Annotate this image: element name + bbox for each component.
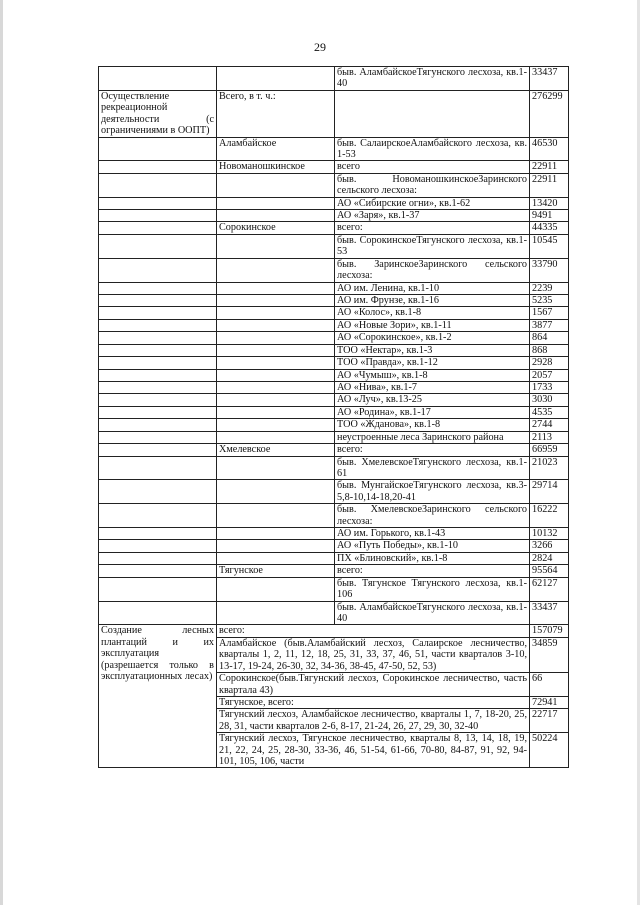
activity-cell <box>99 406 217 418</box>
area-description-cell: всего: <box>335 444 530 456</box>
area-value-cell: 44335 <box>530 222 569 234</box>
forestry-cell <box>217 357 335 369</box>
area-description-cell: быв. АламбайскоеТягунского лесхоза, кв.1-40 <box>335 67 530 91</box>
area-description-cell: АО «Нива», кв.1-7 <box>335 381 530 393</box>
activity-cell <box>99 222 217 234</box>
activity-cell <box>99 332 217 344</box>
activity-cell <box>99 565 217 577</box>
table-row <box>99 394 569 406</box>
area-description-cell: АО им. Горького, кв.1-43 <box>335 528 530 540</box>
forestry-cell: Всего, в т. ч.: <box>217 90 335 137</box>
area-description-cell: АО «Заря», кв.1-37 <box>335 210 530 222</box>
activity-cell <box>99 540 217 552</box>
area-value-cell: 66959 <box>530 444 569 456</box>
area-description-cell: АО «Новые Зори», кв.1-11 <box>335 319 530 331</box>
table-row <box>99 67 569 91</box>
activity-cell <box>99 381 217 393</box>
area-description-cell: всего: <box>217 625 530 637</box>
area-value-cell: 3877 <box>530 319 569 331</box>
area-description-cell: быв. Тягунское Тягунского лесхоза, кв.1-106 <box>335 577 530 601</box>
area-value-cell: 9491 <box>530 210 569 222</box>
activity-cell <box>99 282 217 294</box>
area-value-cell: 62127 <box>530 577 569 601</box>
activity-cell <box>99 137 217 161</box>
activity-cell <box>99 319 217 331</box>
area-description-cell: АО «Сорокинское», кв.1-2 <box>335 332 530 344</box>
forestry-cell <box>217 369 335 381</box>
forestry-cell <box>217 319 335 331</box>
area-value-cell: 1567 <box>530 307 569 319</box>
table-row <box>99 210 569 222</box>
area-value-cell: 10545 <box>530 234 569 258</box>
table-row <box>99 577 569 601</box>
forestry-cell <box>217 67 335 91</box>
area-description-cell: АО «Сибирские огни», кв.1-62 <box>335 197 530 209</box>
area-description-cell: Тягунский лесхоз, Тягунское лесничество, кварталы 8, 13, 14, 18, 19, 21, 22, 24, 25, 28-30, 33-36, 46, 51-54, 61-66, 70-80, 84-87, 91, 92, 94-101, 105, 106, части <box>217 733 530 768</box>
forestry-cell <box>217 456 335 480</box>
area-value-cell: 157079 <box>530 625 569 637</box>
area-description-cell: быв. ЗаринскоеЗаринского сельского лесхоза: <box>335 258 530 282</box>
forestry-cell <box>217 431 335 443</box>
area-description-cell: ТОО «Жданова», кв.1-8 <box>335 419 530 431</box>
activity-cell <box>99 210 217 222</box>
area-value-cell: 3266 <box>530 540 569 552</box>
table-row <box>99 565 569 577</box>
forestry-cell: Аламбайское <box>217 137 335 161</box>
table-row <box>99 601 569 625</box>
page-number: 29 <box>314 40 326 54</box>
area-value-cell: 868 <box>530 344 569 356</box>
forestry-cell <box>217 307 335 319</box>
table-row <box>99 625 569 637</box>
area-value-cell: 4535 <box>530 406 569 418</box>
area-description-cell: АО «Колос», кв.1-8 <box>335 307 530 319</box>
table-row <box>99 137 569 161</box>
area-value-cell: 66 <box>530 673 569 697</box>
area-description-cell: Аламбайское (быв.Аламбайский лесхоз, Салаирское лесничество, кварталы 1, 2, 11, 12, 18, 25, 31, 33, 37, 46, 51, части кварталов 3-10, 13-17, 19-24, 26-30, 32, 34-36, 38-45, 47-50, 52, 53) <box>217 637 530 672</box>
forestry-cell <box>217 394 335 406</box>
recreation-rows <box>99 67 569 625</box>
activity-cell <box>99 528 217 540</box>
area-value-cell: 34859 <box>530 637 569 672</box>
activity-cell <box>99 444 217 456</box>
area-description-cell: АО им. Фрунзе, кв.1-16 <box>335 295 530 307</box>
area-value-cell: 2928 <box>530 357 569 369</box>
area-value-cell: 16222 <box>530 504 569 528</box>
activity-cell <box>99 344 217 356</box>
area-description-cell: быв. МунгайскоеТягунского лесхоза, кв.3-5,8-10,14-18,20-41 <box>335 480 530 504</box>
area-description-cell: быв. СорокинскоеТягунского лесхоза, кв.1-53 <box>335 234 530 258</box>
forestry-cell <box>217 295 335 307</box>
forestry-cell <box>217 480 335 504</box>
area-description-cell: всего: <box>335 565 530 577</box>
table-row <box>99 369 569 381</box>
plantation-rows <box>99 625 569 768</box>
activity-cell <box>99 234 217 258</box>
area-description-cell: быв. ХмелевскоеТягунского лесхоза, кв.1-61 <box>335 456 530 480</box>
activity-cell <box>99 431 217 443</box>
activity-cell <box>99 480 217 504</box>
forestry-cell: Хмелевское <box>217 444 335 456</box>
area-description-cell: Тягунское, всего: <box>217 696 530 708</box>
forestry-cell: Сорокинское <box>217 222 335 234</box>
activity-cell <box>99 552 217 564</box>
area-description-cell: быв. АламбайскоеТягунского лесхоза, кв.1-40 <box>335 601 530 625</box>
activity-cell <box>99 197 217 209</box>
activity-cell <box>99 504 217 528</box>
area-description-cell: ТОО «Правда», кв.1-12 <box>335 357 530 369</box>
forestry-cell <box>217 234 335 258</box>
forestry-cell <box>217 601 335 625</box>
area-value-cell: 21023 <box>530 456 569 480</box>
area-description-cell: АО «Чумыш», кв.1-8 <box>335 369 530 381</box>
activity-cell: Осуществление рекреационной деятельности (с ограничениями в ООПТ) <box>99 90 217 137</box>
table-row <box>99 173 569 197</box>
forestry-cell <box>217 210 335 222</box>
table-row <box>99 444 569 456</box>
activity-cell <box>99 161 217 173</box>
table-row <box>99 552 569 564</box>
area-value-cell: 2744 <box>530 419 569 431</box>
area-value-cell: 29714 <box>530 480 569 504</box>
area-description-cell: всего: <box>335 222 530 234</box>
area-value-cell: 864 <box>530 332 569 344</box>
forestry-cell <box>217 419 335 431</box>
scan-edge-left <box>0 0 3 905</box>
table-row <box>99 528 569 540</box>
forestry-cell <box>217 540 335 552</box>
area-value-cell: 276299 <box>530 90 569 137</box>
forestry-cell: Новоманошкинское <box>217 161 335 173</box>
forestry-cell: Тягунское <box>217 565 335 577</box>
area-description-cell: АО им. Ленина, кв.1-10 <box>335 282 530 294</box>
table-row <box>99 90 569 137</box>
area-value-cell: 33437 <box>530 67 569 91</box>
table-row <box>99 161 569 173</box>
table-row <box>99 419 569 431</box>
forestry-cell <box>217 282 335 294</box>
activity-cell <box>99 173 217 197</box>
forest-use-table <box>98 66 569 768</box>
area-description-cell: АО «Луч», кв.13-25 <box>335 394 530 406</box>
area-description-cell: Тягунский лесхоз, Аламбайское лесничество, кварталы 1, 7, 18-20, 25, 28, 31, части кварталов 2-6, 8-17, 21-24, 26, 27, 29, 30, 32-40 <box>217 709 530 733</box>
table-row <box>99 431 569 443</box>
activity-cell <box>99 601 217 625</box>
activity-cell <box>99 369 217 381</box>
activity-cell <box>99 394 217 406</box>
table-row <box>99 480 569 504</box>
table-row <box>99 344 569 356</box>
area-value-cell: 33790 <box>530 258 569 282</box>
area-description-cell: быв. СалаирскоеАламбайского лесхоза, кв. 1-53 <box>335 137 530 161</box>
area-value-cell: 72941 <box>530 696 569 708</box>
table-row <box>99 357 569 369</box>
table-row <box>99 197 569 209</box>
table-row <box>99 406 569 418</box>
area-description-cell: быв. ХмелевскоеЗаринского сельского лесхоза: <box>335 504 530 528</box>
area-description-cell: всего <box>335 161 530 173</box>
activity-cell <box>99 456 217 480</box>
forestry-cell <box>217 258 335 282</box>
area-value-cell: 50224 <box>530 733 569 768</box>
table-row <box>99 456 569 480</box>
activity-cell <box>99 577 217 601</box>
table-row <box>99 222 569 234</box>
activity-cell <box>99 307 217 319</box>
activity-cell <box>99 419 217 431</box>
area-description-cell: АО «Путь Победы», кв.1-10 <box>335 540 530 552</box>
forestry-cell <box>217 197 335 209</box>
forestry-cell <box>217 344 335 356</box>
area-value-cell: 2239 <box>530 282 569 294</box>
area-value-cell: 22717 <box>530 709 569 733</box>
area-value-cell: 1733 <box>530 381 569 393</box>
area-description-cell: ТОО «Нектар», кв.1-3 <box>335 344 530 356</box>
area-description-cell: Сорокинское(быв.Тягунский лесхоз, Сорокинское лесничество, часть квартала 43) <box>217 673 530 697</box>
activity-cell <box>99 258 217 282</box>
table-row <box>99 282 569 294</box>
area-description-cell: быв. НовоманошкинскоеЗаринского сельского лесхоза: <box>335 173 530 197</box>
table-row <box>99 307 569 319</box>
area-value-cell: 2057 <box>530 369 569 381</box>
forestry-cell <box>217 552 335 564</box>
table-row <box>99 319 569 331</box>
activity-cell <box>99 67 217 91</box>
forestry-cell <box>217 504 335 528</box>
area-value-cell: 95564 <box>530 565 569 577</box>
area-value-cell: 3030 <box>530 394 569 406</box>
table-row <box>99 234 569 258</box>
activity-cell <box>99 357 217 369</box>
table-row <box>99 332 569 344</box>
area-description-cell: неустроенные леса Заринского района <box>335 431 530 443</box>
area-value-cell: 22911 <box>530 173 569 197</box>
area-description-cell: ПХ «Блиновский», кв.1-8 <box>335 552 530 564</box>
area-description-cell: АО «Родина», кв.1-17 <box>335 406 530 418</box>
forestry-cell <box>217 173 335 197</box>
area-value-cell: 22911 <box>530 161 569 173</box>
activity-cell <box>99 295 217 307</box>
area-value-cell: 5235 <box>530 295 569 307</box>
table-row <box>99 540 569 552</box>
table-row <box>99 295 569 307</box>
activity-cell: Создание лесных плантаций и их эксплуатация (разрешается только в эксплуатационных лесах) <box>99 625 217 768</box>
forestry-cell <box>217 381 335 393</box>
area-description-cell <box>335 90 530 137</box>
forestry-cell <box>217 406 335 418</box>
table-row <box>99 504 569 528</box>
area-value-cell: 46530 <box>530 137 569 161</box>
table-row <box>99 381 569 393</box>
table-row <box>99 258 569 282</box>
forestry-cell <box>217 577 335 601</box>
forestry-cell <box>217 528 335 540</box>
area-value-cell: 2113 <box>530 431 569 443</box>
area-value-cell: 2824 <box>530 552 569 564</box>
area-value-cell: 13420 <box>530 197 569 209</box>
area-value-cell: 33437 <box>530 601 569 625</box>
area-value-cell: 10132 <box>530 528 569 540</box>
forestry-cell <box>217 332 335 344</box>
